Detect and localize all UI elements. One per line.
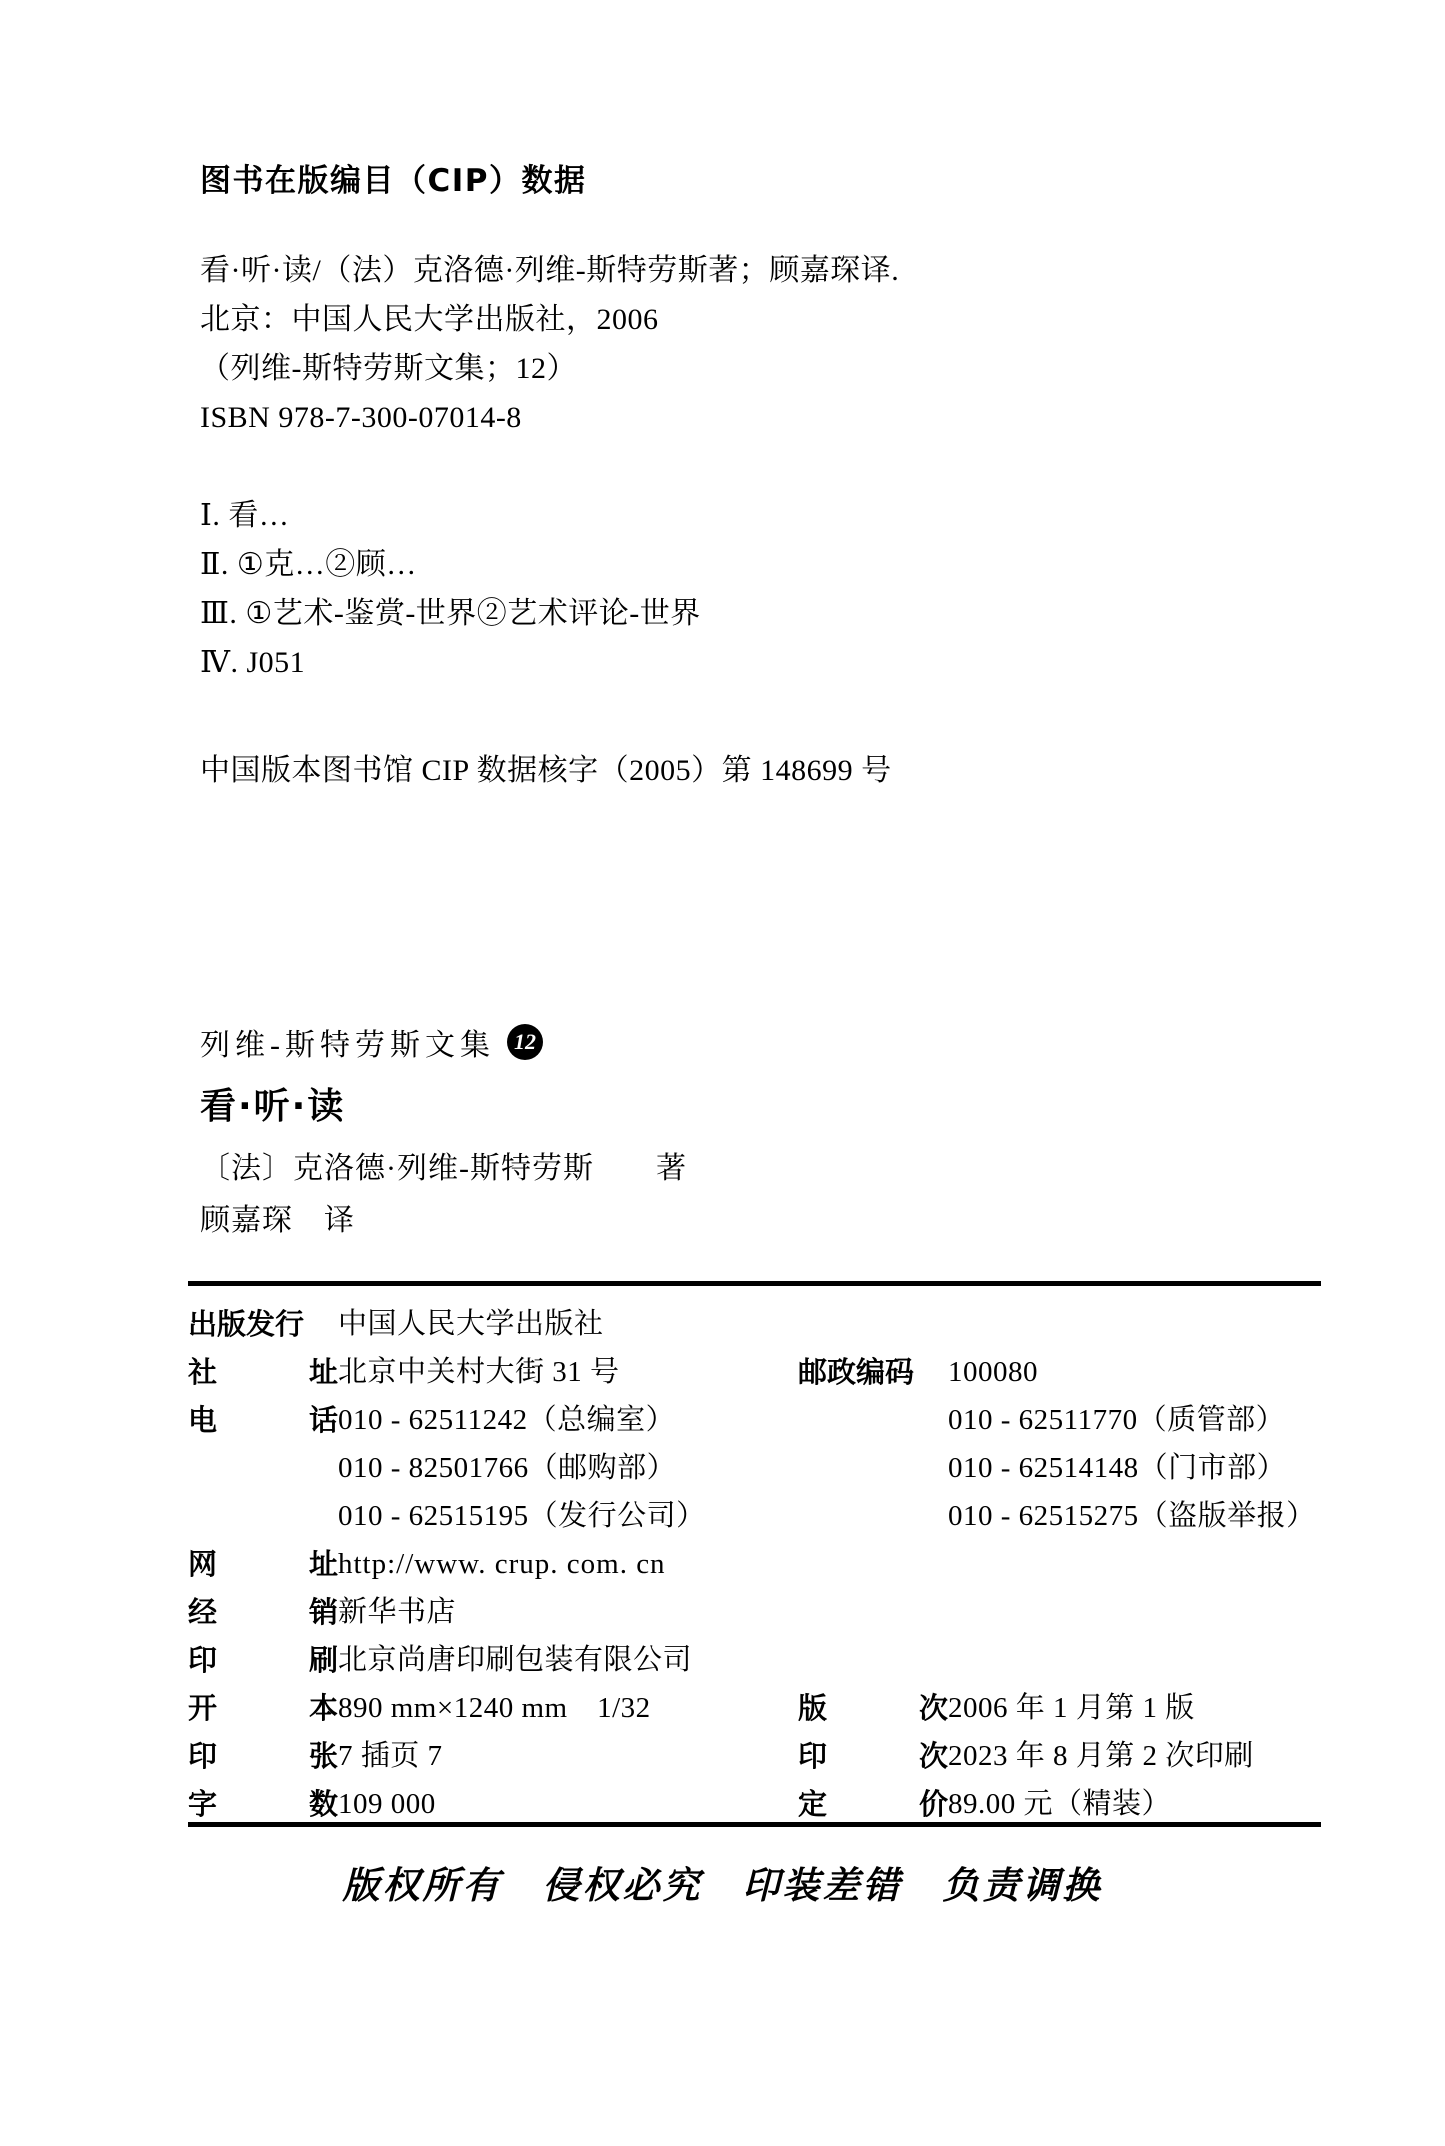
imprint-cell-left xyxy=(188,1588,798,1636)
imprint-label-char: 次 xyxy=(918,1739,948,1773)
translator-line: 顾嘉琛 译 xyxy=(200,1204,355,1237)
imprint-value: 010 - 62515195（发行公司） xyxy=(338,1500,706,1532)
cip-classification-line: Ⅰ. 看… xyxy=(200,499,290,532)
imprint-label xyxy=(798,1732,948,1780)
imprint-label xyxy=(188,1732,338,1780)
table-row xyxy=(188,1396,1328,1444)
divider-top xyxy=(188,1281,1321,1286)
imprint-value: 北京中关村大街 31 号 xyxy=(338,1356,620,1388)
imprint-label: 出版发行 xyxy=(188,1307,305,1341)
cip-description-line: 看·听·读/（法）克洛德·列维-斯特劳斯著；顾嘉琛译. xyxy=(200,254,900,287)
imprint-value: 010 - 62515275（盗版举报） xyxy=(948,1500,1316,1532)
imprint-cell-left xyxy=(188,1684,798,1732)
imprint-cell-left xyxy=(188,1300,798,1348)
cip-data-block xyxy=(200,155,1300,793)
table-row xyxy=(188,1492,1328,1540)
series-name: 列维-斯特劳斯文集 xyxy=(200,1029,495,1062)
imprint-value: 890 mm×1240 mm 1/32 xyxy=(338,1692,651,1724)
imprint-label xyxy=(188,1396,338,1444)
imprint-label-char: 价 xyxy=(918,1787,948,1821)
imprint-cell-left xyxy=(188,1492,798,1540)
imprint-cell-left xyxy=(188,1396,798,1444)
imprint-label-char: 址 xyxy=(308,1547,338,1581)
imprint-label-char: 次 xyxy=(918,1691,948,1725)
imprint-cell-right xyxy=(798,1780,1328,1828)
table-row xyxy=(188,1300,1328,1348)
imprint-label-char: 社 xyxy=(188,1355,218,1389)
imprint-label-char: 刷 xyxy=(308,1643,338,1677)
table-row xyxy=(188,1732,1328,1780)
imprint-label-char: 开 xyxy=(188,1691,218,1725)
imprint-value: 中国人民大学出版社 xyxy=(338,1308,604,1340)
imprint-value: 010 - 62511770（质管部） xyxy=(948,1404,1286,1436)
cip-isbn: ISBN 978-7-300-07014-8 xyxy=(200,401,522,434)
imprint-value: 100080 xyxy=(948,1356,1038,1388)
imprint-label-char: 字 xyxy=(188,1787,218,1821)
imprint-label-char: 印 xyxy=(188,1739,218,1773)
table-row xyxy=(188,1588,1328,1636)
imprint-label xyxy=(188,1684,338,1732)
imprint-label-char: 销 xyxy=(308,1595,338,1629)
imprint-cell-left xyxy=(188,1540,798,1588)
imprint-value: 北京尚唐印刷包装有限公司 xyxy=(338,1644,693,1676)
imprint-cell-left xyxy=(188,1348,798,1396)
imprint-label xyxy=(798,1684,948,1732)
imprint-cell-right xyxy=(798,1444,1328,1492)
cip-classification-line: Ⅱ. ①克…②顾… xyxy=(200,548,417,581)
website-url[interactable]: http://www. crup. com. cn xyxy=(338,1548,666,1580)
imprint-cell-right xyxy=(798,1732,1328,1780)
imprint-value: 7 插页 7 xyxy=(338,1740,443,1772)
imprint-label-char: 数 xyxy=(308,1787,338,1821)
imprint-value: 010 - 62511242（总编室） xyxy=(338,1404,676,1436)
cip-classification xyxy=(200,491,1300,687)
imprint-label xyxy=(798,1780,948,1828)
cip-verification-number: 中国版本图书馆 CIP 数据核字（2005）第 148699 号 xyxy=(200,754,892,787)
imprint-label: 邮政编码 xyxy=(798,1355,915,1389)
imprint-value: 010 - 62514148（门市部） xyxy=(948,1452,1287,1484)
cip-description-line: （列维-斯特劳斯文集；12） xyxy=(200,352,577,385)
imprint-cell-right xyxy=(798,1492,1328,1540)
cip-classification-line: Ⅲ. ①艺术-鉴赏-世界②艺术评论-世界 xyxy=(200,597,701,630)
cip-description xyxy=(200,246,1300,442)
imprint-table xyxy=(188,1300,1328,1828)
imprint-cell-left xyxy=(188,1444,798,1492)
price-value: 89.00 元（精装） xyxy=(948,1788,1172,1820)
imprint-label-char: 印 xyxy=(798,1739,828,1773)
table-row xyxy=(188,1780,1328,1828)
series-volume-badge: 12 xyxy=(507,1024,543,1060)
imprint-label-char: 印 xyxy=(188,1643,218,1677)
table-row xyxy=(188,1684,1328,1732)
cip-heading: 图书在版编目（CIP）数据 xyxy=(200,163,587,199)
imprint-label-char: 张 xyxy=(308,1739,338,1773)
imprint-value: 109 000 xyxy=(338,1788,436,1820)
imprint-cell-left xyxy=(188,1636,798,1684)
imprint-value: 2023 年 8 月第 2 次印刷 xyxy=(948,1740,1254,1772)
imprint-value: 010 - 82501766（邮购部） xyxy=(338,1452,677,1484)
table-row xyxy=(188,1540,1328,1588)
imprint-cell-right xyxy=(798,1396,1328,1444)
imprint-label-char: 电 xyxy=(188,1403,218,1437)
imprint-label xyxy=(188,1540,338,1588)
imprint-cell-left xyxy=(188,1780,798,1828)
imprint-label xyxy=(188,1348,338,1396)
page-title: 看·听·读 xyxy=(200,1086,346,1127)
imprint-value: 新华书店 xyxy=(338,1596,457,1628)
cip-classification-line: Ⅳ. J051 xyxy=(200,646,306,679)
imprint-label xyxy=(188,1780,338,1828)
imprint-label-char: 本 xyxy=(308,1691,338,1725)
table-row xyxy=(188,1636,1328,1684)
imprint-cell-right xyxy=(798,1684,1328,1732)
table-row xyxy=(188,1348,1328,1396)
imprint-value: 2006 年 1 月第 1 版 xyxy=(948,1692,1195,1724)
imprint-label-char: 经 xyxy=(188,1595,218,1629)
imprint-label-char: 版 xyxy=(798,1691,828,1725)
table-row xyxy=(188,1444,1328,1492)
author-line: 〔法〕克洛德·列维-斯特劳斯 著 xyxy=(200,1152,687,1185)
colophon-title-block xyxy=(200,1020,1300,1247)
imprint-cell-right xyxy=(798,1348,1328,1396)
imprint-label-char: 址 xyxy=(308,1355,338,1389)
cip-description-line: 北京：中国人民大学出版社，2006 xyxy=(200,303,659,336)
imprint-label-char: 话 xyxy=(308,1403,338,1437)
imprint-label-char: 定 xyxy=(798,1787,828,1821)
imprint-label xyxy=(188,1588,338,1636)
copyright-notice: 版权所有 侵权必究 印装差错 负责调换 xyxy=(342,1864,1103,1907)
imprint-cell-left xyxy=(188,1732,798,1780)
imprint-label xyxy=(188,1636,338,1684)
series-row xyxy=(200,1020,1300,1064)
imprint-label-char: 网 xyxy=(188,1547,218,1581)
